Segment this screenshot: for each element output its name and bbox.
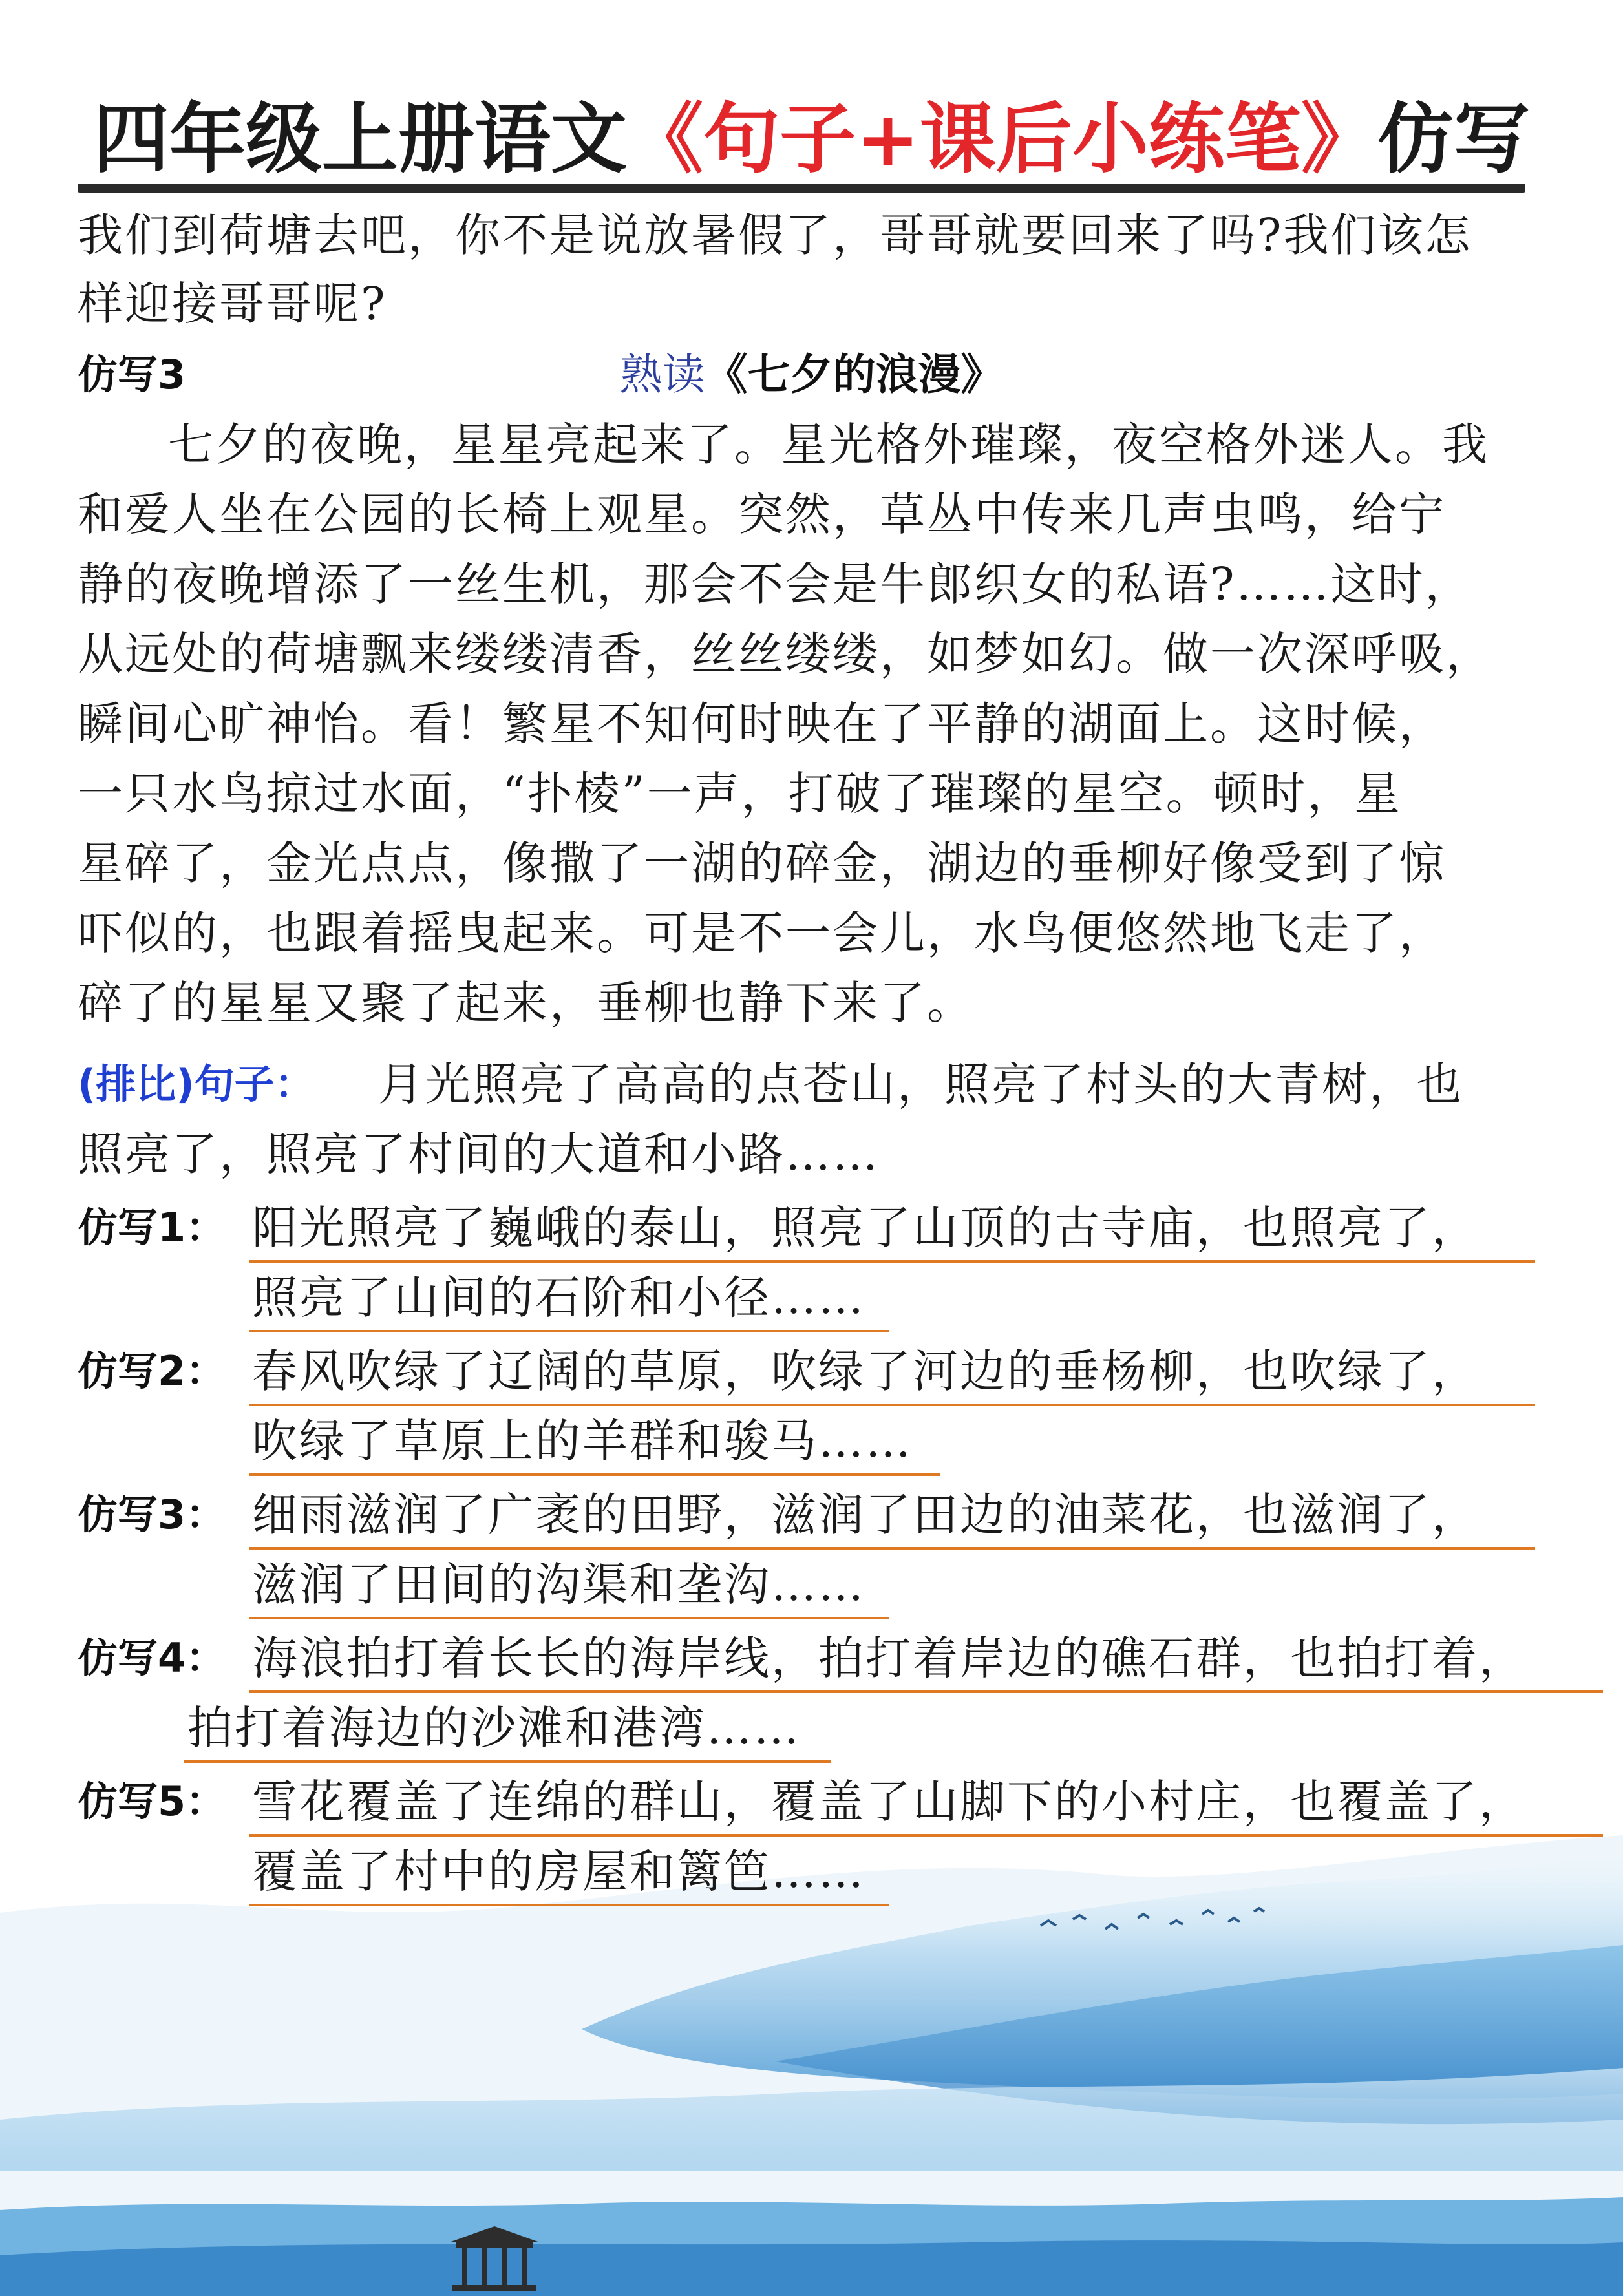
paibi-line: 照亮了，照亮了村间的大道和小路…… xyxy=(78,1128,880,1181)
practice-line: 吹绿了草原上的羊群和骏马…… xyxy=(252,1415,913,1468)
intro-line: 我们到荷塘去吧，你不是说放暑假了，哥哥就要回来了吗?我们该怎 xyxy=(78,209,1472,262)
answer-underline xyxy=(249,1330,889,1332)
title-highlight: 《句子+课后小练笔》 xyxy=(627,94,1377,184)
passage-line: 瞬间心旷神怡。看！繁星不知何时映在了平静的湖面上。这时候， xyxy=(78,697,1446,750)
practice-line: 阳光照亮了巍峨的泰山，照亮了山顶的古寺庙，也照亮了， xyxy=(252,1201,1479,1254)
answer-underline xyxy=(249,1260,1535,1263)
practice-label: 仿写5： xyxy=(78,1778,226,1825)
practice-line: 细雨滋润了广袤的田野，滋润了田边的油菜花，也滋润了， xyxy=(252,1488,1479,1541)
practice-label: 仿写4： xyxy=(78,1634,226,1681)
passage-line: 和爱人坐在公园的长椅上观星。突然，草丛中传来几声虫鸣，给宁 xyxy=(78,488,1446,541)
title-prefix: 四年级上册语文 xyxy=(93,94,628,184)
answer-underline xyxy=(249,1617,889,1619)
answer-underline xyxy=(249,1547,1535,1550)
page-title xyxy=(0,90,1623,187)
passage-line: 七夕的夜晚，星星亮起来了。星光格外璀璨，夜空格外迷人。我 xyxy=(168,418,1489,471)
practice-line: 海浪拍打着长长的海岸线，拍打着岸边的礁石群，也拍打着， xyxy=(252,1632,1526,1685)
passage-line: 从远处的荷塘飘来缕缕清香，丝丝缕缕，如梦如幻。做一次深呼吸， xyxy=(78,627,1493,680)
practice-line: 春风吹绿了辽阔的草原，吹绿了河边的垂杨柳，也吹绿了， xyxy=(252,1345,1479,1398)
answer-underline xyxy=(249,1904,889,1906)
paibi-label: (排比)句子： xyxy=(78,1060,315,1108)
reading-title-text: 《七夕的浪漫》 xyxy=(705,350,1004,399)
flying-birds-icon xyxy=(1034,1900,1280,1952)
title-suffix: 仿写 xyxy=(1377,94,1530,184)
title-underline xyxy=(78,184,1525,193)
intro-line: 样迎接哥哥呢? xyxy=(78,277,387,330)
reading-title xyxy=(0,344,1623,406)
watercolor-mountains-background xyxy=(0,1758,1623,2296)
paibi-line: 月光照亮了高高的点苍山，照亮了村头的大青树，也 xyxy=(378,1058,1463,1111)
reading-prefix: 熟读 xyxy=(619,350,705,399)
pavilion-icon xyxy=(446,2223,543,2294)
answer-underline xyxy=(184,1760,831,1763)
practice-label: 仿写2： xyxy=(78,1347,226,1395)
practice-line: 拍打着海边的沙滩和港湾…… xyxy=(187,1701,801,1754)
answer-underline xyxy=(249,1404,1535,1406)
passage-line: 一只水鸟掠过水面，“扑棱”一声，打破了璀璨的星空。顿时，星 xyxy=(78,767,1402,820)
practice-line: 滋润了田间的沟渠和垄沟…… xyxy=(252,1558,865,1611)
section-label: 仿写3 xyxy=(78,351,186,398)
answer-underline xyxy=(249,1834,1603,1837)
passage-line: 星碎了，金光点点，像撒了一湖的碎金，湖边的垂柳好像受到了惊 xyxy=(78,837,1446,890)
practice-line: 雪花覆盖了连绵的群山，覆盖了山脚下的小村庄，也覆盖了， xyxy=(252,1775,1526,1828)
practice-label: 仿写1： xyxy=(78,1204,226,1251)
passage-line: 吓似的，也跟着摇曳起来。可是不一会儿，水鸟便悠然地飞走了， xyxy=(78,907,1446,960)
practice-label: 仿写3： xyxy=(78,1491,226,1538)
practice-line: 覆盖了村中的房屋和篱笆…… xyxy=(252,1845,865,1898)
answer-underline xyxy=(249,1473,940,1476)
practice-line: 照亮了山间的石阶和小径…… xyxy=(252,1271,865,1324)
passage-line: 静的夜晚增添了一丝生机，那会不会是牛郎织女的私语?……这时， xyxy=(78,558,1472,611)
answer-underline xyxy=(249,1690,1603,1693)
passage-line: 碎了的星星又聚了起来，垂柳也静下来了。 xyxy=(78,976,974,1029)
